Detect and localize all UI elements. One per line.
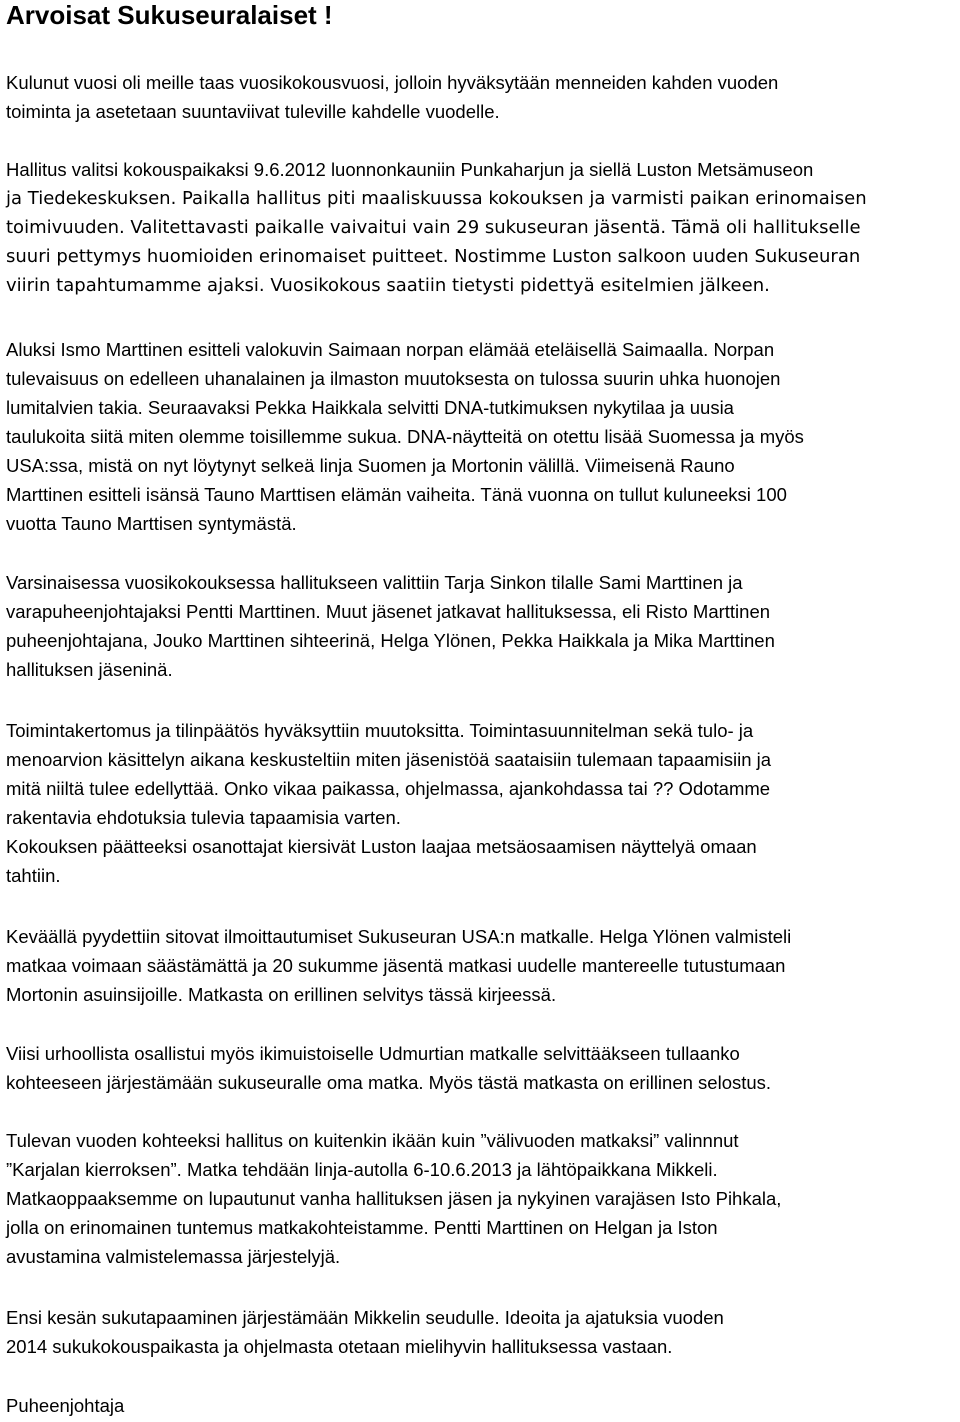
paragraph-intro: [6, 68, 778, 126]
text-line: rakentavia ehdotuksia tulevia tapaamisia varten.: [6, 807, 401, 828]
paragraph-presentations: [6, 335, 804, 538]
text-line: Toimintakertomus ja tilinpäätös hyväksyttiin muutoksitta. Toimintasuunnitelman sekä tulo- ja: [6, 720, 754, 741]
text-line: Varsinaisessa vuosikokouksessa hallitukseen valittiin Tarja Sinkon tilalle Sami Marttinen ja: [6, 572, 743, 593]
signature-chairman: [6, 1391, 124, 1420]
text-line: Mortonin asuinsijoille. Matkasta on erillinen selvitys tässä kirjeessä.: [6, 984, 557, 1005]
text-line: puheenjohtajana, Jouko Marttinen sihteerinä, Helga Ylönen, Pekka Haikkala ja Mika Marttinen: [6, 630, 775, 651]
text-line: Puheenjohtaja: [6, 1395, 125, 1416]
text-line: viirin tapahtumamme ajaksi. Vuosikokous saatiin tietysti pidettyä esitelmien jälkeen.: [6, 275, 770, 296]
text-line: Marttinen esitteli isänsä Tauno Marttisen elämän vaiheita. Tänä vuonna on tullut kuluneeksi 100: [6, 484, 787, 505]
text-line: ja Tiedekeskuksen. Paikalla hallitus piti maaliskuussa kokouksen ja varmisti paikan erinomaisen: [6, 188, 867, 209]
text-line: Viisi urhoollista osallistui myös ikimuistoiselle Udmurtian matkalle selvittääkseen tullaanko: [6, 1043, 740, 1064]
paragraph-udmurtia-trip: [6, 1039, 771, 1097]
text-line: USA:ssa, mistä on nyt löytynyt selkeä linja Suomen ja Mortonin välillä. Viimeisenä Rauno: [6, 455, 735, 476]
text-line: menoarvion käsittelyn aikana keskusteltiin miten jäsenistöä saataisiin tulemaan tapaamisiin ja: [6, 749, 772, 770]
text-line: suuri pettymys huomioiden erinomaiset puitteet. Nostimme Luston salkoon uuden Sukuseuran: [6, 246, 861, 267]
text-line: mitä niiltä tulee edellyttää. Onko vikaa paikassa, ohjelmassa, ajankohdassa tai ?? Odotamme: [6, 778, 771, 799]
text-line: Hallitus valitsi kokouspaikaksi 9.6.2012 luonnonkauniin Punkaharjun ja siellä Luston Metsämuseon: [6, 159, 814, 180]
letter-title: Arvoisat Sukuseuralaiset !: [6, 0, 333, 30]
paragraph-karelia-tour: [6, 1126, 781, 1271]
text-line: Kulunut vuosi oli meille taas vuosikokousvuosi, jolloin hyväksytään menneiden kahden vuoden: [6, 72, 779, 93]
paragraph-meeting-venue: [6, 155, 867, 300]
text-line: Kokouksen päätteeksi osanottajat kiersivät Luston laajaa metsäosaamisen näyttelyä omaan: [6, 836, 757, 857]
text-line: lumitalvien takia. Seuraavaksi Pekka Haikkala selvitti DNA-tutkimuksen nykytilaa ja uusia: [6, 397, 734, 418]
text-line: Aluksi Ismo Marttinen esitteli valokuvin Saimaan norpan elämää eteläisellä Saimaalla. Norpan: [6, 339, 775, 360]
text-line: avustamina valmistelemassa järjestelyjä.: [6, 1246, 341, 1267]
text-line: taulukoita siitä miten olemme toisillemme sukua. DNA-näytteitä on otettu lisää Suomessa ja myös: [6, 426, 804, 447]
text-line: tahtiin.: [6, 865, 61, 886]
text-line: toiminta ja asetetaan suuntaviivat tuleville kahdelle vuodelle.: [6, 101, 500, 122]
paragraph-annual-report: [6, 716, 771, 890]
paragraph-usa-trip: [6, 922, 791, 1009]
paragraph-board-election: [6, 568, 775, 684]
text-line: tulevaisuus on edelleen uhanalainen ja ilmaston muutoksesta on tulossa suurin uhka huonojen: [6, 368, 781, 389]
text-line: Keväällä pyydettiin sitovat ilmoittautumiset Sukuseuran USA:n matkalle. Helga Ylönen valmisteli: [6, 926, 792, 947]
text-line: matkaa voimaan säästämättä ja 20 sukumme jäsentä matkasi uudelle mantereelle tutustumaan: [6, 955, 786, 976]
text-line: ”Karjalan kierroksen”. Matka tehdään linja-autolla 6-10.6.2013 ja lähtöpaikkana Mikkeli.: [6, 1159, 718, 1180]
text-line: vuotta Tauno Marttisen syntymästä.: [6, 513, 297, 534]
text-line: Matkaoppaaksemme on lupautunut vanha hallituksen jäsen ja nykyinen varajäsen Isto Pihkala,: [6, 1188, 782, 1209]
paragraph-next-summer: [6, 1303, 724, 1361]
text-line: hallituksen jäseninä.: [6, 659, 173, 680]
text-line: 2014 sukukokouspaikasta ja ohjelmasta otetaan mielihyvin hallituksessa vastaan.: [6, 1336, 673, 1357]
text-line: Tulevan vuoden kohteeksi hallitus on kuitenkin ikään kuin ”välivuoden matkaksi” valinnnut: [6, 1130, 739, 1151]
text-line: toimivuuden. Valitettavasti paikalle vaivaitui vain 29 sukuseuran jäsentä. Tämä oli hallitukselle: [6, 217, 861, 238]
text-line: Ensi kesän sukutapaaminen järjestämään Mikkelin seudulle. Ideoita ja ajatuksia vuoden: [6, 1307, 724, 1328]
text-line: kohteeseen järjestämään sukuseuralle oma matka. Myös tästä matkasta on erillinen selostus.: [6, 1072, 772, 1093]
text-line: varapuheenjohtajaksi Pentti Marttinen. Muut jäsenet jatkavat hallituksessa, eli Risto Marttinen: [6, 601, 771, 622]
text-line: jolla on erinomainen tuntemus matkakohteistamme. Pentti Marttinen on Helgan ja Iston: [6, 1217, 718, 1238]
